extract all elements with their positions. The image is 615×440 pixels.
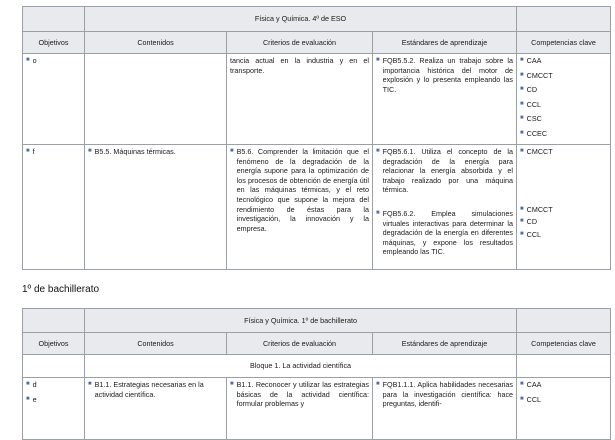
header-estandares: Estándares de aprendizaje (373, 32, 517, 54)
bullet-icon: ■ (520, 148, 524, 154)
criterio-item: B5.6. Comprender la limitación que el fenómeno de la degradación de la energía supone para la optimización de los procesos de obtención de energía útil en las máquinas térmicas, y el reto tecnológico que supone la mejora del rendimiento de éstas para la investigación, la innovación y la empresa. (236, 147, 369, 233)
bullet-icon: ■ (520, 115, 524, 122)
competencia-item: CD (526, 85, 538, 95)
estandares-cell (373, 145, 517, 270)
competencia-item: CMCCT (526, 204, 553, 214)
bullet-icon: ■ (26, 395, 30, 402)
bullet-icon: ■ (520, 381, 524, 387)
competencia-item: CCL (526, 99, 542, 109)
criterios-cell: tancia actual en la industria y en el transporte. (227, 54, 373, 145)
bullet-icon: ■ (520, 86, 524, 93)
table-title: Física y Química. 1º de bachillerato (85, 309, 517, 333)
bullet-icon: ■ (520, 100, 524, 107)
competencia-item: CMCCT (526, 70, 553, 80)
competencias-cell (517, 54, 611, 145)
contenido-item: B5.5. Máquinas térmicas. (94, 147, 176, 156)
header-competencias: Competencias clave (517, 333, 611, 355)
objetivos-cell (23, 54, 85, 145)
contenido-item: B1.1. Estrategias necesarias en la actividad científica. (94, 380, 204, 399)
section-title: 1º de bachillerato (22, 284, 100, 295)
criterio-item: B1.1. Reconocer y utilizar las estrategias básicas de la actividad científica: formular problemas y (236, 380, 369, 409)
table-row (23, 54, 611, 145)
bullet-icon: ■ (88, 148, 92, 154)
competencia-item: CAA (526, 56, 542, 65)
bullet-icon: ■ (26, 57, 30, 63)
bullet-icon: ■ (520, 205, 524, 212)
table-fq-1bach (22, 308, 611, 440)
bullet-icon: ■ (230, 148, 234, 154)
estandares-cell (373, 378, 517, 440)
objetivo-item: o (32, 56, 37, 65)
header-estandares: Estándares de aprendizaje (373, 333, 517, 355)
table-fq-4eso (22, 6, 611, 270)
bullet-icon: ■ (520, 230, 524, 237)
contenidos-cell (85, 378, 227, 440)
bullet-icon: ■ (520, 218, 524, 225)
bullet-icon: ■ (376, 381, 380, 387)
estandares-cell (373, 54, 517, 145)
header-blank-cell (517, 309, 611, 333)
header-blank-cell (517, 7, 611, 32)
estandar-item: FQB5.6.2. Emplea simulaciones virtuales interactivas para determinar la degradación de la energía en diferentes máquinas, y expone los resultados empleando las TIC. (382, 208, 514, 257)
table-row (23, 378, 611, 440)
contenidos-cell (85, 145, 227, 270)
bullet-icon: ■ (376, 209, 380, 216)
criterios-cell (227, 145, 373, 270)
block-blank-cell (23, 355, 85, 378)
table-row (23, 145, 611, 270)
bullet-icon: ■ (520, 129, 524, 136)
competencia-item: CD (526, 217, 538, 227)
competencias-cell (517, 378, 611, 440)
header-contenidos: Contenidos (85, 333, 227, 355)
competencia-item: CCL (526, 229, 542, 239)
header-objetivos: Objetivos (23, 32, 85, 54)
block-title: Bloque 1. La actividad científica (85, 355, 517, 378)
header-competencias: Competencias clave (517, 32, 611, 54)
objetivos-cell (23, 145, 85, 270)
objetivo-item: e (32, 394, 37, 404)
competencias-cell (517, 145, 611, 270)
bullet-icon: ■ (376, 57, 380, 63)
competencia-item: CAA (526, 380, 542, 389)
header-objetivos: Objetivos (23, 333, 85, 355)
objetivos-cell (23, 378, 85, 440)
estandar-item: FQB5.5.2. Realiza un trabajo sobre la importancia histórica del motor de explosión y lo presenta empleando las TIC. (382, 56, 514, 94)
bullet-icon: ■ (26, 148, 30, 154)
block-blank-cell (517, 355, 611, 378)
header-blank-cell (23, 7, 85, 32)
competencia-item: CSC (526, 114, 542, 124)
objetivo-item: d (32, 380, 37, 389)
competencia-item: CCL (526, 394, 542, 404)
bullet-icon: ■ (520, 57, 524, 63)
header-criterios: Criterios de evaluación (227, 32, 373, 54)
objetivo-item: f (32, 147, 35, 156)
estandar-item: FQB1.1.1. Aplica habilidades necesarias para la investigación científica: hace preguntas, identifi- (382, 380, 514, 409)
header-contenidos: Contenidos (85, 32, 227, 54)
bullet-icon: ■ (376, 148, 380, 154)
contenidos-cell (85, 54, 227, 145)
bullet-icon: ■ (520, 71, 524, 78)
bullet-icon: ■ (88, 381, 92, 387)
header-blank-cell (23, 309, 85, 333)
bullet-icon: ■ (26, 381, 30, 387)
competencia-item: CMCCT (526, 147, 553, 156)
criterios-cell (227, 378, 373, 440)
header-criterios: Criterios de evaluación (227, 333, 373, 355)
bullet-icon: ■ (230, 381, 234, 387)
estandar-item: FQB5.6.1. Utiliza el concepto de la degradación de la energía para relacionar la energía absorbida y el trabajo realizado por una máquina térmica. (382, 147, 514, 195)
competencia-item: CCEC (526, 128, 548, 138)
table-title: Física y Química. 4º de ESO (85, 7, 517, 32)
bullet-icon: ■ (520, 395, 524, 402)
